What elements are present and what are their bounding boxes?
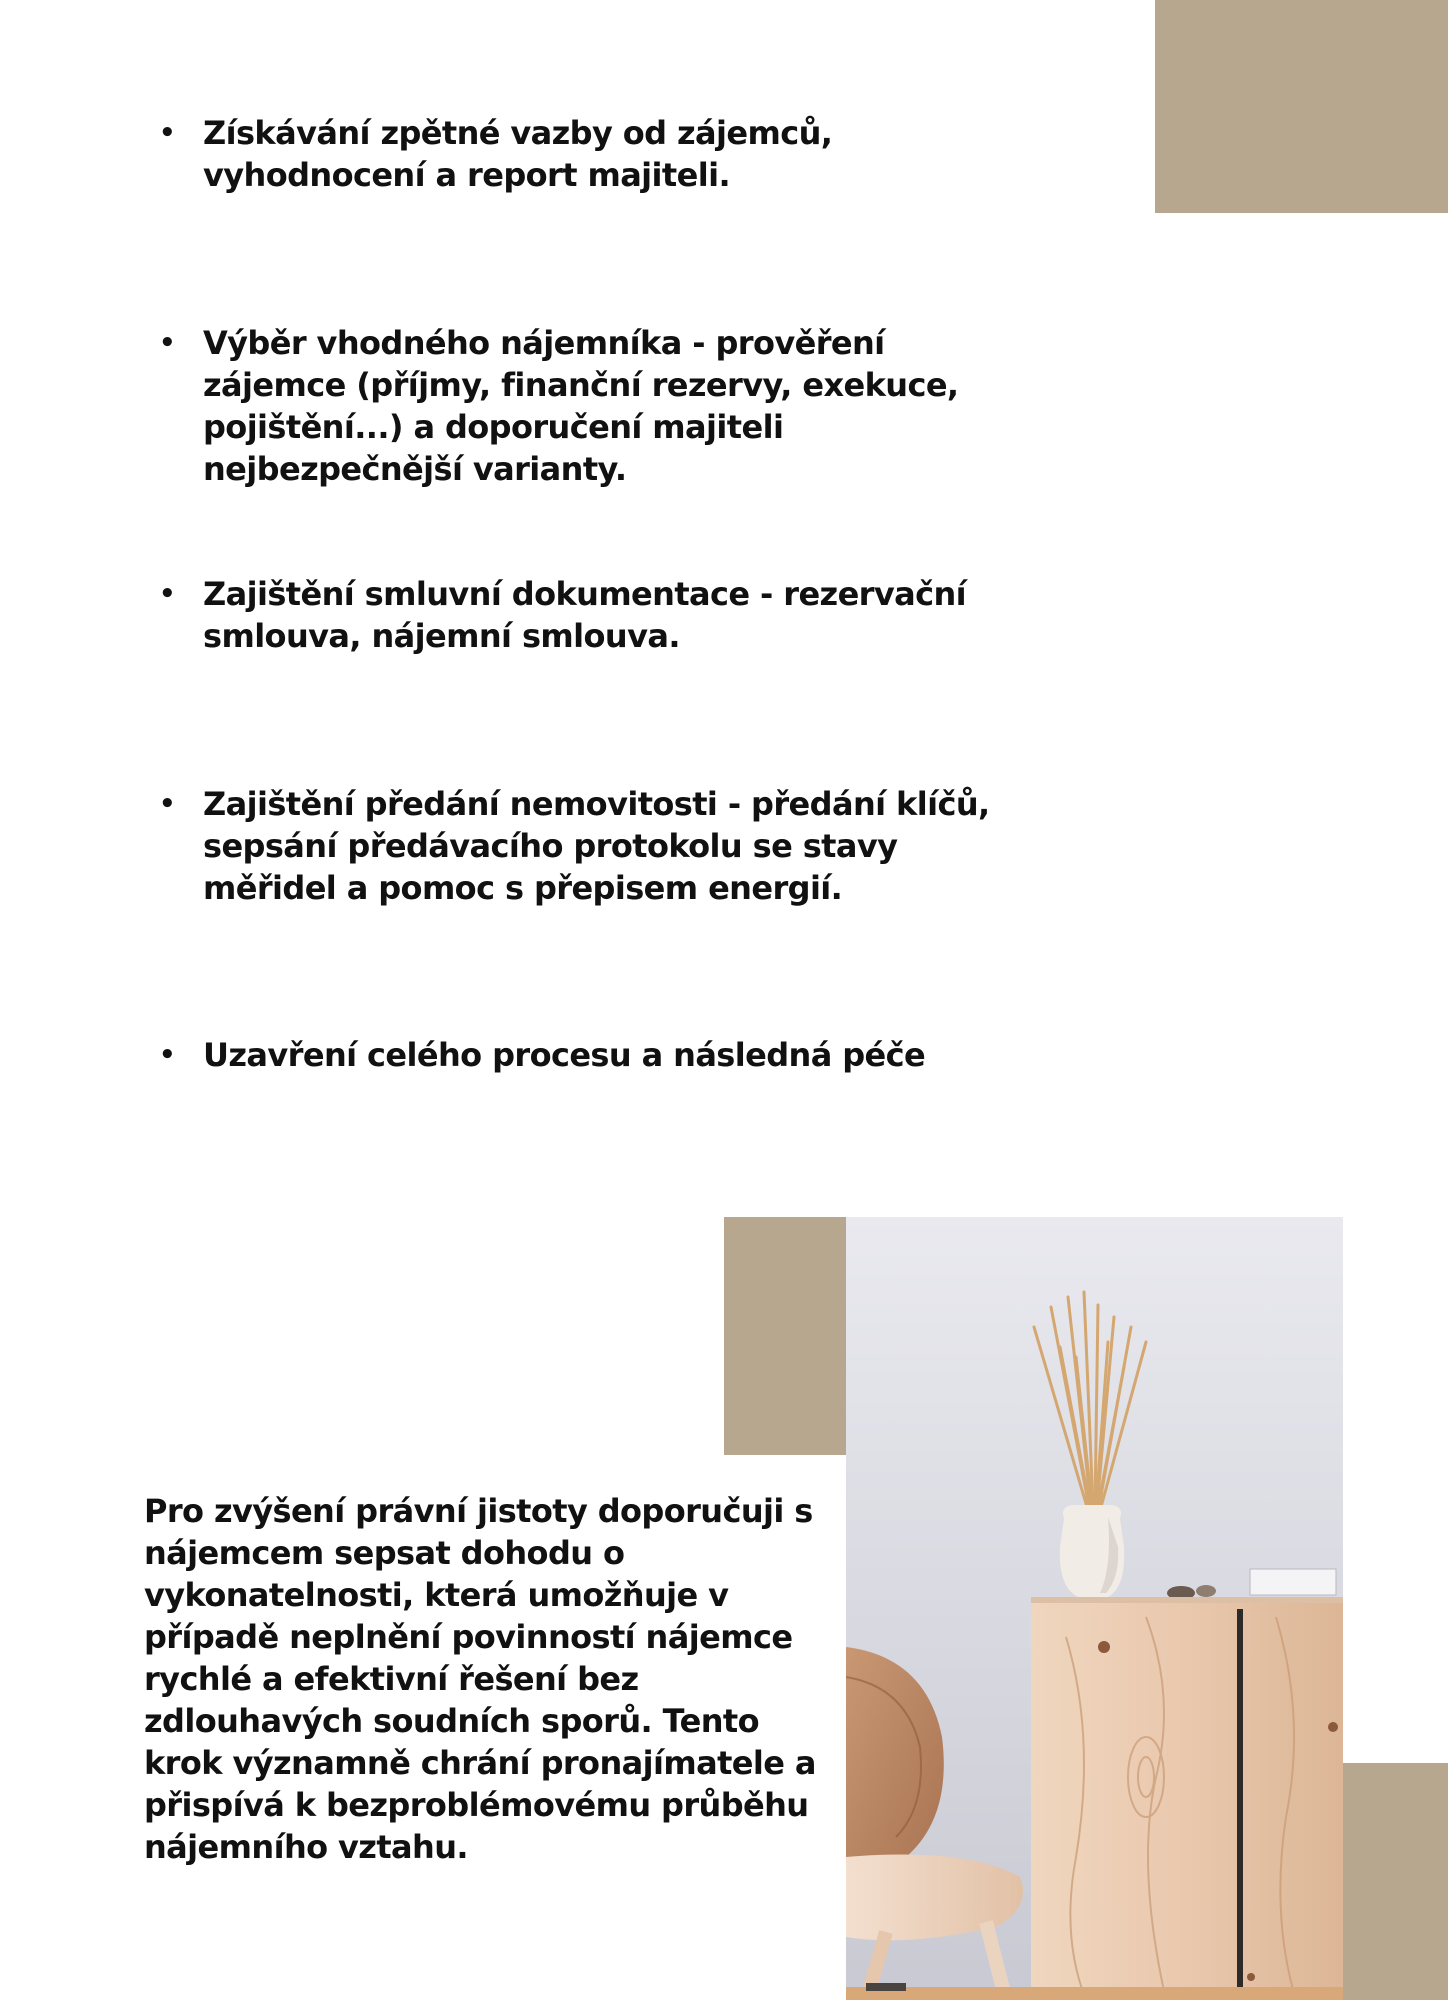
legal-note-paragraph: Pro zvýšení právní jistoty doporučuji s nájemcem sepsat dohodu o vykonatelnosti, která umožňuje v případě neplnění povinností nájemce rychlé a efektivní řešení bez zdlouhavých soudních sporů. Tento krok významně chrání pronajímatele a přispívá k bezproblémovému průběhu nájemního vztahu.	[144, 1492, 816, 1866]
list-item-text: Výběr vhodného nájemníka - prověření zájemce (příjmy, finanční rezervy, exekuce, pojištění...) a doporučení majiteli nejbezpečnější varianty.	[203, 324, 959, 488]
list-item-text: Získávání zpětné vazby od zájemců, vyhodnocení a report majiteli.	[203, 114, 833, 194]
list-item	[159, 112, 1012, 196]
accent-block-bottom-right	[1343, 1763, 1448, 2000]
bullet-icon: •	[159, 328, 176, 358]
list-item	[159, 1034, 1012, 1076]
list-item	[159, 783, 1012, 909]
interior-photo	[846, 1217, 1343, 2000]
list-item-text: Zajištění předání nemovitosti - předání klíčů, sepsání předávacího protokolu se stavy měřidel a pomoc s přepisem energií.	[203, 785, 990, 907]
bullet-icon: •	[159, 579, 176, 609]
bullet-icon: •	[159, 1040, 176, 1070]
list-item	[159, 322, 1012, 490]
bullet-icon: •	[159, 789, 176, 819]
accent-block-top-right	[1155, 0, 1448, 213]
list-item	[159, 573, 1012, 657]
bullet-icon: •	[159, 118, 176, 148]
list-item-text: Uzavření celého procesu a následná péče	[203, 1036, 926, 1074]
list-item-text: Zajištění smluvní dokumentace - rezervační smlouva, nájemní smlouva.	[203, 575, 967, 655]
accent-block-middle	[724, 1217, 846, 1455]
